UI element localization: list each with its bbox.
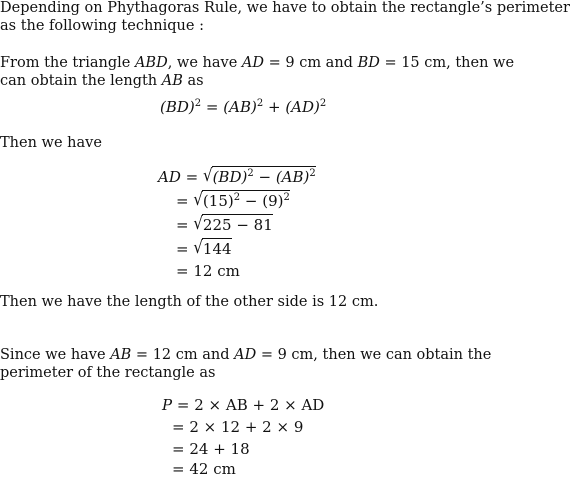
perimeter-symbol: P xyxy=(162,396,173,414)
perimeter-expr: = 2 × AB + 2 × AD xyxy=(176,396,325,414)
para1-text: can obtain the length xyxy=(0,73,162,89)
radical-sign: √ xyxy=(193,237,203,258)
para2-text: = 9 cm, then we can obtain the xyxy=(256,347,492,363)
perimeter-step-1 xyxy=(162,396,324,415)
equals-sign: = xyxy=(176,192,189,210)
eq-term: (BD) xyxy=(160,98,195,116)
exponent: 2 xyxy=(283,192,290,203)
exponent: 2 xyxy=(247,168,254,179)
intro-line-1: Depending on Phythagoras Rule, we have to obtain the rectangle’s perimeter xyxy=(0,0,570,16)
term: − (AB) xyxy=(258,168,310,186)
equals-sign: = xyxy=(185,168,199,186)
exponent: 2 xyxy=(309,168,316,179)
exponent: 2 xyxy=(256,98,264,109)
intro-line-2: as the following technique : xyxy=(0,18,204,34)
sqrt-expression xyxy=(203,166,316,187)
ad-lhs: AD xyxy=(158,168,181,186)
exponent: 2 xyxy=(194,98,202,109)
radicand xyxy=(212,166,316,187)
term: (15) xyxy=(202,192,234,210)
term: (BD) xyxy=(212,168,248,186)
ad-step-3 xyxy=(176,214,273,235)
sqrt-expression xyxy=(193,190,289,211)
para2-text: Since we have xyxy=(0,347,111,363)
other-side-statement: Then we have the length of the other side is 12 cm. xyxy=(0,294,379,310)
radicand: 225 − 81 xyxy=(202,216,273,234)
para1-text: as xyxy=(182,73,204,89)
perimeter-step-4: = 42 cm xyxy=(172,460,236,478)
exponent: 2 xyxy=(233,192,241,203)
para2-line-2: perimeter of the rectangle as xyxy=(0,365,216,381)
eq-term: = (AB) xyxy=(205,98,257,116)
exponent: 2 xyxy=(319,98,327,109)
var-ad: AD xyxy=(241,55,264,71)
pythagoras-equation xyxy=(160,98,326,117)
para1-line-1 xyxy=(0,54,515,72)
eq-term: + (AD) xyxy=(267,98,320,116)
perimeter-step-2: = 2 × 12 + 2 × 9 xyxy=(172,418,304,436)
sqrt-expression xyxy=(193,238,231,259)
para1-line-2 xyxy=(0,72,204,90)
radicand xyxy=(202,190,290,211)
radical-sign: √ xyxy=(203,165,213,186)
para2-text: = 12 cm and xyxy=(131,347,235,363)
ad-step-5 xyxy=(176,262,240,281)
then-we-have: Then we have xyxy=(0,135,102,151)
para1-text: = 15 cm, then we xyxy=(379,55,515,71)
var-ab: AB xyxy=(161,73,183,89)
para1-text: , we have xyxy=(167,55,242,71)
ad-step-2 xyxy=(176,190,290,211)
para2-line-1 xyxy=(0,346,492,364)
perimeter-step-3: = 24 + 18 xyxy=(172,440,250,458)
equals-sign: = xyxy=(176,240,189,258)
var-bd: BD xyxy=(357,55,380,71)
equals-sign: = xyxy=(176,216,189,234)
term: − (9) xyxy=(244,192,284,210)
radical-sign: √ xyxy=(193,189,203,210)
ad-step-1 xyxy=(158,166,316,187)
sqrt-expression xyxy=(193,214,272,235)
triangle-name: ABD xyxy=(134,55,168,71)
ad-result: 12 cm xyxy=(193,262,240,280)
var-ab: AB xyxy=(110,347,132,363)
para1-text: From the triangle xyxy=(0,55,135,71)
radicand: 144 xyxy=(202,240,232,258)
ad-step-4 xyxy=(176,238,232,259)
var-ad: AD xyxy=(234,347,257,363)
para1-text: = 9 cm and xyxy=(264,55,358,71)
equals-sign: = xyxy=(176,262,189,280)
radical-sign: √ xyxy=(193,213,203,234)
